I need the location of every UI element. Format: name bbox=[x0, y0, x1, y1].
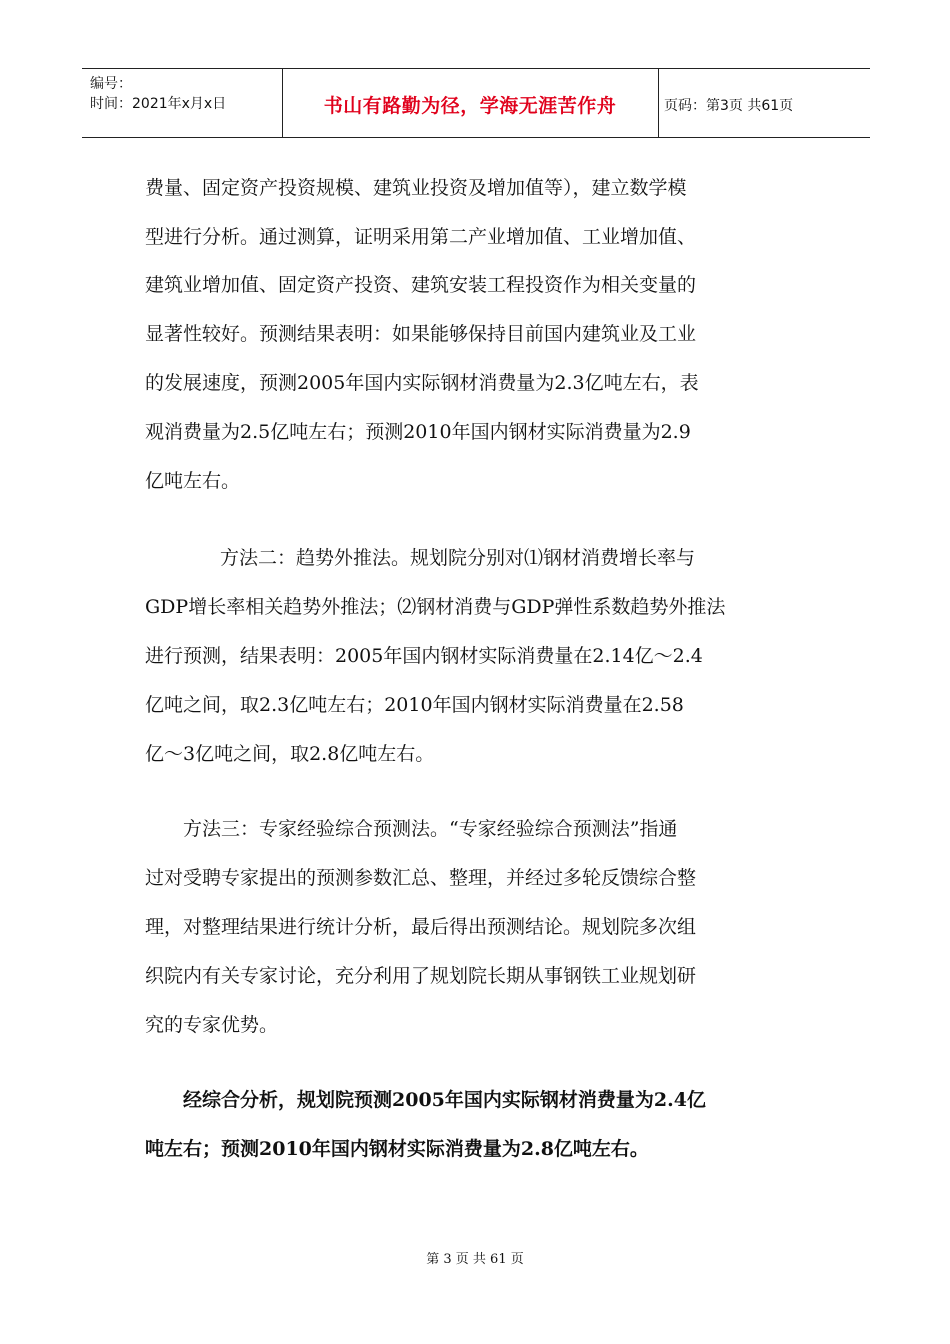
header-motto-cell bbox=[282, 69, 659, 137]
paragraph-1-line: 观消费量为2.5亿吨左右；预测2010年国内钢材实际消费量为2.9 bbox=[145, 421, 691, 443]
paragraph-2-line: 进行预测，结果表明：2005年国内钢材实际消费量在2.14亿～2.4 bbox=[145, 645, 703, 667]
header-page-cell bbox=[658, 69, 870, 137]
page-footer: 第 3 页 共 61 页 bbox=[426, 1252, 524, 1267]
paragraph-2-line: 亿～3亿吨之间，取2.8亿吨左右。 bbox=[145, 743, 435, 765]
header-meta-cell bbox=[82, 69, 283, 137]
paragraph-3-line: 过对受聘专家提出的预测参数汇总、整理，并经过多轮反馈综合整 bbox=[145, 867, 697, 889]
paragraph-1-line: 的发展速度，预测2005年国内实际钢材消费量为2.3亿吨左右，表 bbox=[145, 372, 699, 394]
conclusion-line: 吨左右；预测2010年国内钢材实际消费量为2.8亿吨左右。 bbox=[145, 1138, 649, 1160]
paragraph-1-line: 型进行分析。通过测算，证明采用第二产业增加值、工业增加值、 bbox=[145, 226, 697, 248]
paragraph-3-line: 究的专家优势。 bbox=[145, 1014, 279, 1036]
paragraph-3-line: 理，对整理结果进行统计分析，最后得出预测结论。规划院多次组 bbox=[145, 916, 697, 938]
paragraph-1-line: 建筑业增加值、固定资产投资、建筑安装工程投资作为相关变量的 bbox=[145, 274, 697, 296]
header-page-info: 页码：第3页 共61页 bbox=[664, 98, 794, 114]
paragraph-2-line: 方法二：趋势外推法。规划院分别对⑴钢材消费增长率与 bbox=[220, 547, 696, 569]
page-header bbox=[82, 68, 870, 138]
paragraph-1-line: 亿吨左右。 bbox=[145, 470, 241, 492]
conclusion-line: 经综合分析，规划院预测2005年国内实际钢材消费量为2.4亿 bbox=[183, 1089, 706, 1111]
header-motto: 书山有路勤为径，学海无涯苦作舟 bbox=[323, 95, 617, 117]
paragraph-1-line: 费量、固定资产投资规模、建筑业投资及增加值等），建立数学模 bbox=[145, 177, 687, 199]
paragraph-2-line: 亿吨之间，取2.3亿吨左右；2010年国内钢材实际消费量在2.58 bbox=[145, 694, 684, 716]
document-number-label: 编号： bbox=[90, 76, 132, 92]
paragraph-3-line: 织院内有关专家讨论，充分利用了规划院长期从事钢铁工业规划研 bbox=[145, 965, 697, 987]
paragraph-2-line: GDP增长率相关趋势外推法；⑵钢材消费与GDP弹性系数趋势外推法 bbox=[145, 596, 726, 618]
document-time-label: 时间：2021年x月x日 bbox=[90, 96, 227, 112]
paragraph-3-line: 方法三：专家经验综合预测法。“专家经验综合预测法”指通 bbox=[183, 818, 678, 840]
paragraph-1-line: 显著性较好。预测结果表明：如果能够保持目前国内建筑业及工业 bbox=[145, 323, 697, 345]
